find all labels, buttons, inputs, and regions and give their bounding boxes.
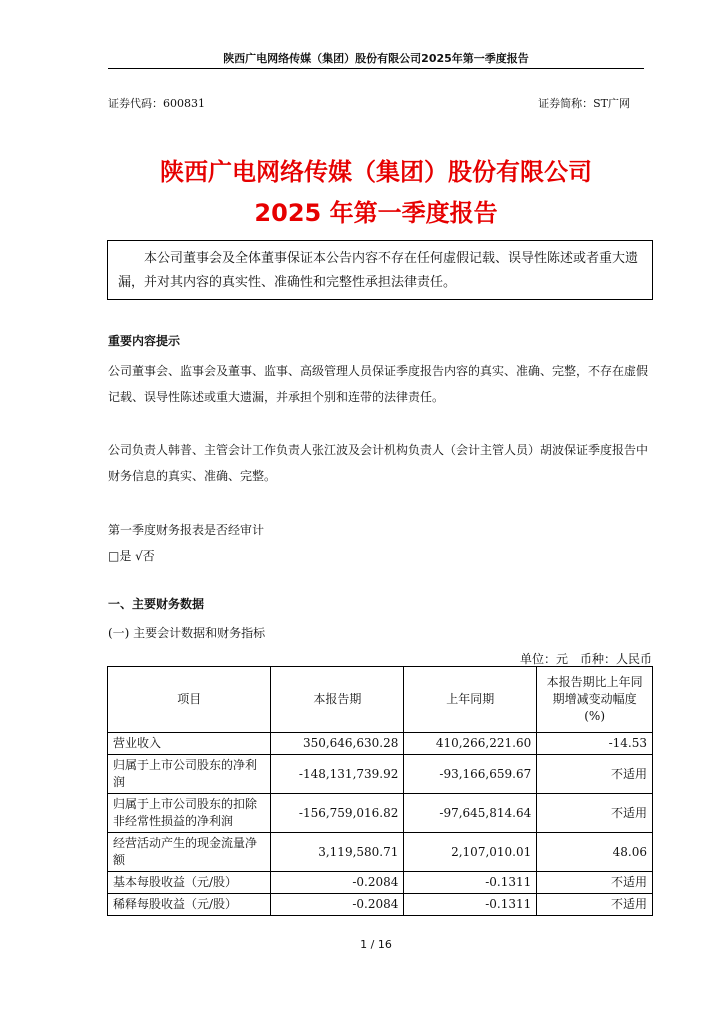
section1-sub-block (108, 620, 648, 646)
report-title-line2: 2025 年第一季度报告 (254, 199, 498, 227)
section1-subheading: (一) 主要会计数据和财务指标 (108, 626, 266, 640)
report-title-line1: 陕西广电网络传媒（集团）股份有限公司 (160, 158, 592, 186)
table-row (108, 733, 653, 755)
audit-answer: □是 √否 (108, 549, 155, 563)
row-item: 归属于上市公司股东的净利润 (108, 755, 271, 794)
table-row (108, 894, 653, 916)
row-prior: 2,107,010.01 (404, 833, 537, 872)
table-row (108, 833, 653, 872)
security-abbrev: 证券简称：ST广网 (538, 97, 630, 110)
financial-data-table (107, 666, 653, 916)
row-current: 350,646,630.28 (271, 733, 404, 755)
row-prior: -97,645,814.64 (404, 794, 537, 833)
col-header-current: 本报告期 (271, 667, 404, 733)
row-current: 3,119,580.71 (271, 833, 404, 872)
row-item: 经营活动产生的现金流量净额 (108, 833, 271, 872)
row-change: 不适用 (537, 872, 653, 894)
table-row (108, 755, 653, 794)
row-current: -156,759,016.82 (271, 794, 404, 833)
row-change: -14.53 (537, 733, 653, 755)
row-change: 不适用 (537, 794, 653, 833)
table-header-row (108, 667, 653, 733)
running-header: 陕西广电网络传媒（集团）股份有限公司2025年第一季度报告 (223, 52, 529, 65)
row-prior: -0.1311 (404, 872, 537, 894)
table-row (108, 872, 653, 894)
board-notice-box (107, 240, 653, 300)
important-para2: 公司负责人韩普、主管会计工作负责人张江波及会计机构负责人（会计主管人员）胡波保证季度报告中财务信息的真实、准确、完整。 (108, 443, 649, 483)
important-para2-block (108, 437, 648, 489)
row-item: 归属于上市公司股东的扣除非经常性损益的净利润 (108, 794, 271, 833)
row-item: 基本每股收益（元/股） (108, 872, 271, 894)
row-current: -0.2084 (271, 872, 404, 894)
financial-table-wrap (107, 666, 653, 916)
audit-block (108, 517, 648, 569)
table-row (108, 794, 653, 833)
row-prior: 410,266,221.60 (404, 733, 537, 755)
important-para1: 公司董事会、监事会及董事、监事、高级管理人员保证季度报告内容的真实、准确、完整，不存在虚假记载、误导性陈述或重大遗漏，并承担个别和连带的法律责任。 (108, 364, 649, 404)
row-prior: -0.1311 (404, 894, 537, 916)
col-header-item: 项目 (108, 667, 271, 733)
row-change: 不适用 (537, 755, 653, 794)
important-para1-block (108, 358, 648, 410)
row-change: 48.06 (537, 833, 653, 872)
row-prior: -93,166,659.67 (404, 755, 537, 794)
row-current: -0.2084 (271, 894, 404, 916)
important-heading: 重要内容提示 (108, 334, 181, 348)
col-header-prior: 上年同期 (404, 667, 537, 733)
header-divider (108, 68, 644, 69)
row-item: 稀释每股收益（元/股） (108, 894, 271, 916)
row-item: 营业收入 (108, 733, 271, 755)
col-header-change: 本报告期比上年同期增减变动幅度(%) (537, 667, 653, 733)
security-code: 证券代码：600831 (108, 97, 205, 110)
page-number: 1 / 16 (360, 938, 392, 951)
row-change: 不适用 (537, 894, 653, 916)
unit-currency-note: 单位：元 币种：人民币 (519, 652, 652, 666)
audit-question: 第一季度财务报表是否经审计 (108, 523, 265, 537)
section1-heading: 一、主要财务数据 (108, 597, 205, 611)
board-notice-text: 本公司董事会及全体董事保证本公告内容不存在任何虚假记载、误导性陈述或者重大遗漏，并对其内容的真实性、准确性和完整性承担法律责任。 (118, 251, 639, 290)
row-current: -148,131,739.92 (271, 755, 404, 794)
